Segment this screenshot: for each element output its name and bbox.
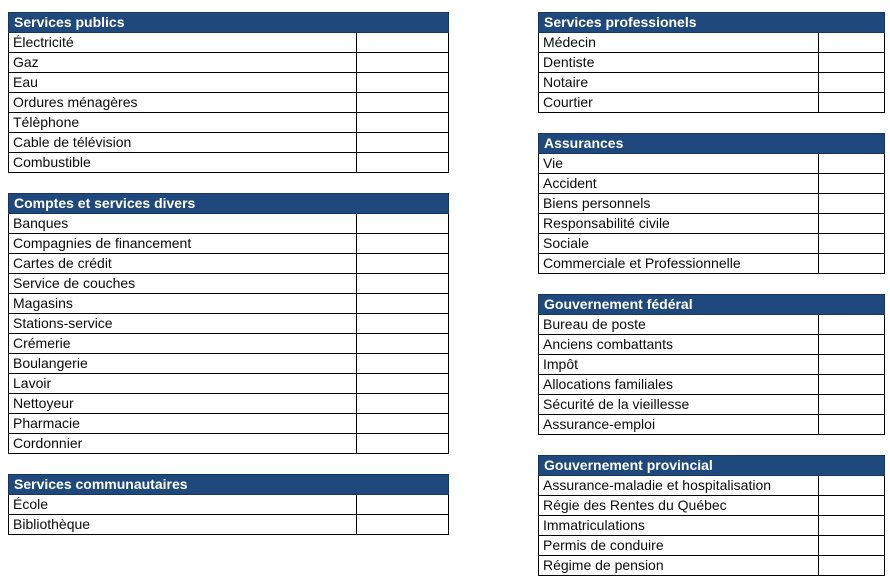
row-value-cell[interactable] [819, 53, 885, 73]
table-row [9, 113, 449, 133]
row-value-cell[interactable] [819, 254, 885, 274]
table-title: Services publics [9, 13, 449, 33]
row-label: Notaire [539, 73, 819, 93]
form-table [538, 133, 885, 274]
row-label: Compagnies de financement [9, 234, 357, 254]
table-row [539, 93, 885, 113]
row-label: Impôt [539, 355, 819, 375]
row-value-cell[interactable] [357, 113, 449, 133]
row-label: Responsabilité civile [539, 214, 819, 234]
row-value-cell[interactable] [819, 93, 885, 113]
table-row [539, 556, 885, 576]
left-column [8, 12, 448, 555]
table-title: Services professionels [539, 13, 885, 33]
row-label: Stations-service [9, 314, 357, 334]
table-title: Assurances [539, 134, 885, 154]
table-row [539, 476, 885, 496]
right-column [538, 12, 884, 582]
table-header-row [539, 13, 885, 33]
table-row [9, 153, 449, 173]
row-value-cell[interactable] [357, 434, 449, 454]
table-header-row [539, 134, 885, 154]
table-row [9, 93, 449, 113]
row-value-cell[interactable] [357, 314, 449, 334]
row-label: Accident [539, 174, 819, 194]
table-title: Comptes et services divers [9, 194, 449, 214]
row-label: Combustible [9, 153, 357, 173]
row-label: Cordonnier [9, 434, 357, 454]
table-row [9, 294, 449, 314]
row-value-cell[interactable] [819, 234, 885, 254]
row-label: Médecin [539, 33, 819, 53]
table-row [539, 234, 885, 254]
table-title: Services communautaires [9, 475, 449, 495]
row-value-cell[interactable] [819, 556, 885, 576]
row-label: Immatriculations [539, 516, 819, 536]
row-value-cell[interactable] [819, 496, 885, 516]
table-header-row [9, 475, 449, 495]
table-title: Gouvernement fédéral [539, 295, 885, 315]
row-label: Assurance-emploi [539, 415, 819, 435]
table-row [539, 154, 885, 174]
row-label: Cable de télévision [9, 133, 357, 153]
row-value-cell[interactable] [819, 73, 885, 93]
row-value-cell[interactable] [819, 355, 885, 375]
table-header-row [539, 295, 885, 315]
row-value-cell[interactable] [357, 495, 449, 515]
row-value-cell[interactable] [819, 516, 885, 536]
row-value-cell[interactable] [357, 234, 449, 254]
row-label: Boulangerie [9, 354, 357, 374]
row-label: École [9, 495, 357, 515]
table-row [9, 495, 449, 515]
form-table [538, 294, 885, 435]
row-value-cell[interactable] [819, 214, 885, 234]
row-label: Sociale [539, 234, 819, 254]
table-header-row [9, 194, 449, 214]
table-row [539, 174, 885, 194]
table-row [9, 354, 449, 374]
form-table [8, 12, 449, 173]
table-row [539, 375, 885, 395]
table-row [539, 355, 885, 375]
row-label: Gaz [9, 53, 357, 73]
table-row [539, 254, 885, 274]
table-row [539, 315, 885, 335]
row-value-cell[interactable] [819, 375, 885, 395]
row-value-cell[interactable] [819, 415, 885, 435]
table-row [539, 335, 885, 355]
row-value-cell[interactable] [819, 395, 885, 415]
row-label: Électricité [9, 33, 357, 53]
table-title: Gouvernement provincial [539, 456, 885, 476]
table-row [9, 314, 449, 334]
table-row [539, 415, 885, 435]
table-row [539, 53, 885, 73]
row-label: Sécurité de la vieillesse [539, 395, 819, 415]
row-label: Régie des Rentes du Québec [539, 496, 819, 516]
row-label: Dentiste [539, 53, 819, 73]
form-table [8, 474, 449, 535]
table-row [539, 214, 885, 234]
table-row [539, 496, 885, 516]
row-value-cell[interactable] [357, 394, 449, 414]
row-value-cell[interactable] [357, 414, 449, 434]
row-value-cell[interactable] [819, 536, 885, 556]
form-table [538, 455, 885, 576]
table-row [539, 395, 885, 415]
row-label: Assurance-maladie et hospitalisation [539, 476, 819, 496]
table-row [9, 254, 449, 274]
row-value-cell[interactable] [357, 254, 449, 274]
table-row [9, 274, 449, 294]
table-row [9, 374, 449, 394]
row-value-cell[interactable] [357, 214, 449, 234]
row-label: Eau [9, 73, 357, 93]
table-row [9, 214, 449, 234]
row-value-cell[interactable] [819, 174, 885, 194]
row-label: Vie [539, 154, 819, 174]
row-value-cell[interactable] [357, 374, 449, 394]
row-label: Crémerie [9, 334, 357, 354]
row-value-cell[interactable] [357, 515, 449, 535]
table-header-row [9, 13, 449, 33]
row-value-cell[interactable] [357, 274, 449, 294]
row-value-cell[interactable] [357, 133, 449, 153]
row-label: Permis de conduire [539, 536, 819, 556]
table-row [539, 516, 885, 536]
row-value-cell[interactable] [357, 33, 449, 53]
table-row [539, 536, 885, 556]
row-label: Ordures ménagères [9, 93, 357, 113]
row-label: Magasins [9, 294, 357, 314]
row-label: Nettoyeur [9, 394, 357, 414]
row-value-cell[interactable] [819, 194, 885, 214]
table-row [539, 33, 885, 53]
row-value-cell[interactable] [357, 73, 449, 93]
row-value-cell[interactable] [819, 33, 885, 53]
table-row [9, 334, 449, 354]
table-header-row [539, 456, 885, 476]
table-row [9, 33, 449, 53]
table-row [9, 434, 449, 454]
row-label: Pharmacie [9, 414, 357, 434]
row-label: Régime de pension [539, 556, 819, 576]
table-row [9, 394, 449, 414]
row-value-cell[interactable] [819, 335, 885, 355]
row-value-cell[interactable] [357, 354, 449, 374]
row-label: Banques [9, 214, 357, 234]
row-label: Bibliothèque [9, 515, 357, 535]
table-row [539, 73, 885, 93]
row-label: Bureau de poste [539, 315, 819, 335]
row-label: Allocations familiales [539, 375, 819, 395]
table-row [9, 515, 449, 535]
row-label: Service de couches [9, 274, 357, 294]
row-label: Commerciale et Professionnelle [539, 254, 819, 274]
row-label: Biens personnels [539, 194, 819, 214]
row-label: Anciens combattants [539, 335, 819, 355]
row-label: Lavoir [9, 374, 357, 394]
table-row [9, 53, 449, 73]
table-row [539, 194, 885, 214]
row-value-cell[interactable] [357, 153, 449, 173]
row-label: Courtier [539, 93, 819, 113]
row-value-cell[interactable] [357, 334, 449, 354]
table-row [9, 414, 449, 434]
form-table [8, 193, 449, 454]
row-label: Télèphone [9, 113, 357, 133]
table-row [9, 133, 449, 153]
row-value-cell[interactable] [819, 154, 885, 174]
row-value-cell[interactable] [357, 294, 449, 314]
row-label: Cartes de crédit [9, 254, 357, 274]
row-value-cell[interactable] [819, 315, 885, 335]
form-table [538, 12, 885, 113]
row-value-cell[interactable] [357, 53, 449, 73]
table-row [9, 73, 449, 93]
row-value-cell[interactable] [819, 476, 885, 496]
table-row [9, 234, 449, 254]
row-value-cell[interactable] [357, 93, 449, 113]
